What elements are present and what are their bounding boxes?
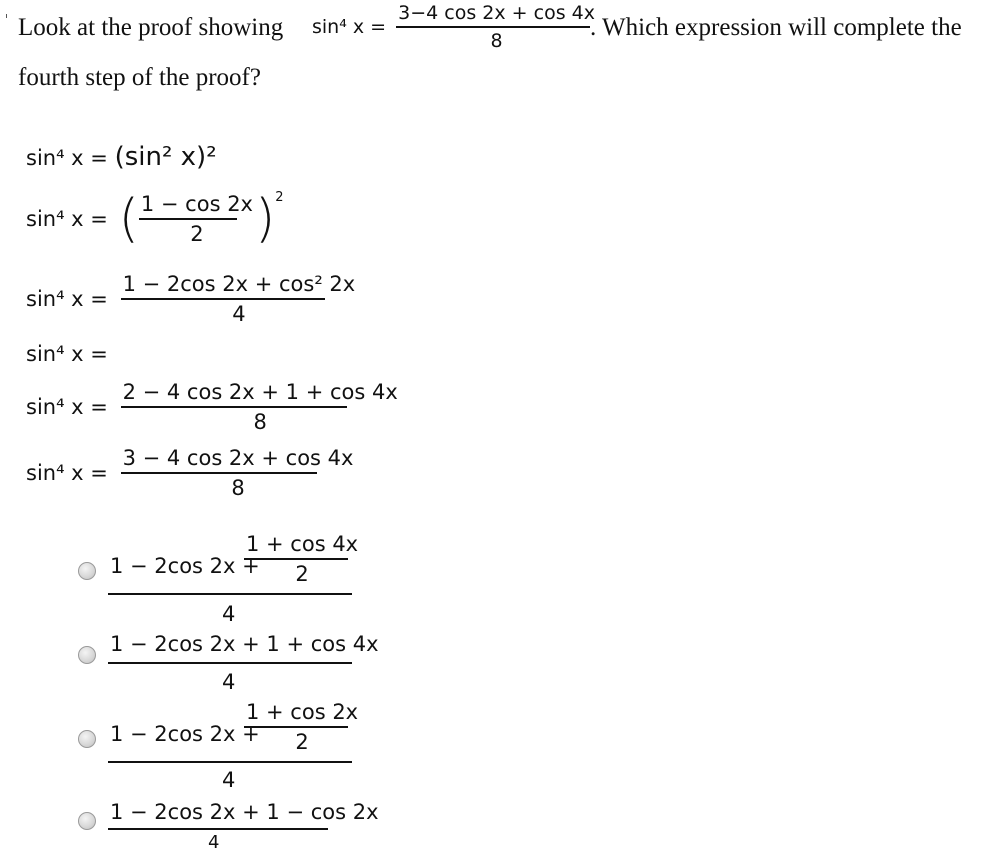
option-2-bar [108, 662, 352, 664]
proof-step-4 [26, 342, 108, 366]
step5-numerator: 2 − 4 cos 2x + 1 + cos 4x [122, 380, 398, 404]
question-line-2: fourth step of the proof? [18, 64, 261, 91]
option-3-inner-fraction [244, 700, 360, 754]
proof-step-1 [26, 142, 217, 172]
corner-mark [6, 14, 7, 18]
step2-exponent: 2 [275, 190, 284, 205]
question-prefix: Look at the proof showing [18, 14, 284, 41]
proof-step-5 [26, 380, 400, 434]
identity-denominator: 8 [490, 30, 503, 52]
step3-lhs: sin⁴ x = [26, 287, 108, 311]
step2-lhs: sin⁴ x = [26, 207, 108, 231]
option-2-radio[interactable] [78, 646, 96, 664]
step1-lhs: sin⁴ x = [26, 146, 108, 170]
step3-numerator: 1 − 2cos 2x + cos² 2x [122, 272, 356, 296]
step1-rhs: (sin² x)² [114, 142, 217, 172]
option-1-inner-numerator: 1 + cos 4x [246, 532, 359, 556]
option-3-main-bar [108, 761, 352, 763]
option-1-radio[interactable] [78, 562, 96, 580]
proof-step-6 [26, 446, 355, 500]
option-4-denominator: 4 [208, 832, 220, 853]
option-4-radio[interactable] [78, 812, 96, 830]
step2-denominator: 2 [190, 222, 204, 246]
option-1-inner-denominator: 2 [295, 562, 309, 586]
option-2-denominator: 4 [222, 670, 236, 694]
option-3-lead: 1 − 2cos 2x + [110, 722, 260, 746]
step5-denominator: 8 [253, 410, 267, 434]
option-1-lead: 1 − 2cos 2x + [110, 554, 260, 578]
option-1-denominator: 4 [222, 602, 236, 626]
question-identity [312, 2, 597, 52]
question-suffix: . Which expression will complete the [590, 14, 962, 41]
option-4-numerator: 1 − 2cos 2x + 1 − cos 2x [110, 800, 379, 824]
step6-numerator: 3 − 4 cos 2x + cos 4x [122, 446, 354, 470]
option-3-inner-numerator: 1 + cos 2x [246, 700, 359, 724]
option-3-inner-denominator: 2 [295, 730, 309, 754]
option-3-radio[interactable] [78, 730, 96, 748]
step5-lhs: sin⁴ x = [26, 395, 108, 419]
option-1-main-bar [108, 593, 352, 595]
step3-denominator: 4 [232, 302, 246, 326]
proof-step-2: sin⁴ x = ( $\frac{1 - \cos 2x}{2}$ )$^2$ [26, 189, 284, 249]
identity-lhs: sin⁴ x = [312, 16, 387, 38]
identity-numerator: 3−4 cos 2x + cos 4x [398, 2, 595, 24]
question-line-1 [18, 14, 283, 42]
option-3-denominator: 4 [222, 768, 236, 792]
step6-lhs: sin⁴ x = [26, 461, 108, 485]
step4-lhs: sin⁴ x = [26, 342, 108, 366]
step6-denominator: 8 [231, 476, 245, 500]
option-2-numerator: 1 − 2cos 2x + 1 + cos 4x [110, 632, 379, 656]
option-4-bar [108, 828, 328, 830]
option-1-inner-fraction [244, 532, 360, 586]
step2-numerator: 1 − cos 2x [140, 192, 253, 216]
proof-step-3 [26, 272, 357, 326]
